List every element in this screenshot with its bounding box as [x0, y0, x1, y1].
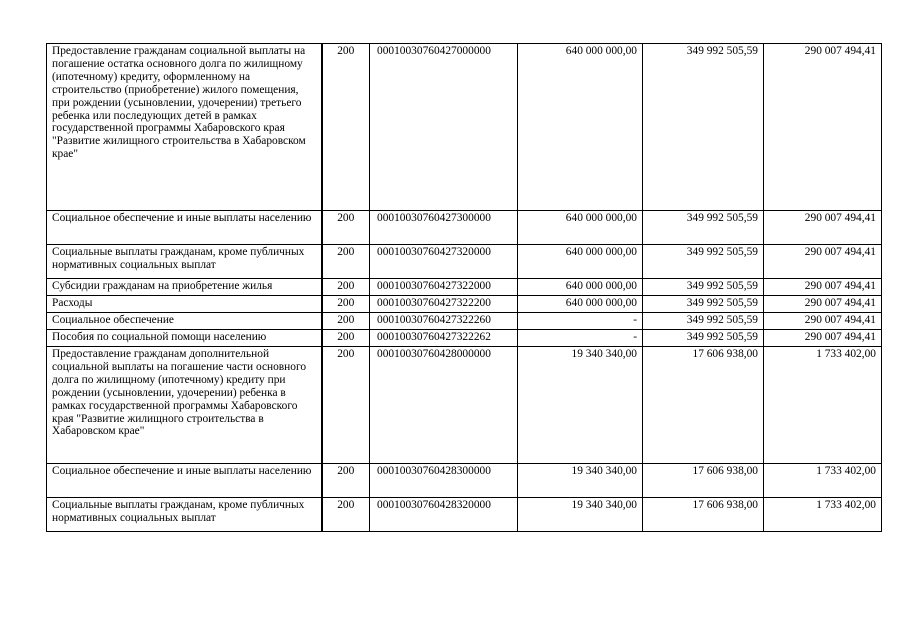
table-row	[47, 279, 882, 296]
row-approved: 640 000 000,00	[518, 211, 643, 245]
table-row	[47, 313, 882, 330]
row-remaining: 290 007 494,41	[764, 296, 882, 313]
row-budget-code: 00010030760427300000	[370, 211, 518, 245]
row-line-code: 200	[322, 347, 370, 464]
row-budget-code: 00010030760427322200	[370, 296, 518, 313]
row-executed: 349 992 505,59	[643, 245, 764, 279]
row-approved: 640 000 000,00	[518, 279, 643, 296]
row-executed: 17 606 938,00	[643, 347, 764, 464]
row-budget-code: 00010030760428300000	[370, 464, 518, 498]
table-row	[47, 347, 882, 464]
row-budget-code: 00010030760427322262	[370, 330, 518, 347]
row-executed: 349 992 505,59	[643, 296, 764, 313]
row-line-code: 200	[322, 211, 370, 245]
row-executed: 349 992 505,59	[643, 313, 764, 330]
row-remaining: 290 007 494,41	[764, 44, 882, 211]
row-remaining: 1 733 402,00	[764, 498, 882, 532]
row-remaining: 290 007 494,41	[764, 211, 882, 245]
row-line-code: 200	[322, 313, 370, 330]
row-remaining: 290 007 494,41	[764, 279, 882, 296]
row-executed: 17 606 938,00	[643, 498, 764, 532]
row-name: Социальное обеспечение и иные выплаты населению	[47, 464, 322, 498]
row-name: Пособия по социальной помощи населению	[47, 330, 322, 347]
row-name: Предоставление гражданам социальной выплаты на погашение остатка основного долга по жилищному (ипотечному) кредиту, оформленному на строительство (приобретение) жилого помещения, при рождении (усыновлении, удочерении) третьего ребенка или последующих детей в рамках государственной программы Хабаровского края "Развитие жилищного строительства в Хабаровском крае"	[47, 44, 322, 211]
row-approved: -	[518, 313, 643, 330]
table-row	[47, 44, 882, 211]
row-approved: 640 000 000,00	[518, 296, 643, 313]
row-name: Расходы	[47, 296, 322, 313]
table-row	[47, 296, 882, 313]
row-line-code: 200	[322, 296, 370, 313]
row-budget-code: 00010030760428320000	[370, 498, 518, 532]
table-row	[47, 245, 882, 279]
row-budget-code: 00010030760428000000	[370, 347, 518, 464]
row-name: Социальное обеспечение	[47, 313, 322, 330]
row-line-code: 200	[322, 44, 370, 211]
row-approved: 640 000 000,00	[518, 44, 643, 211]
row-name: Субсидии гражданам на приобретение жилья	[47, 279, 322, 296]
row-remaining: 290 007 494,41	[764, 330, 882, 347]
row-remaining: 1 733 402,00	[764, 464, 882, 498]
row-line-code: 200	[322, 245, 370, 279]
row-budget-code: 00010030760427322260	[370, 313, 518, 330]
row-budget-code: 00010030760427320000	[370, 245, 518, 279]
row-executed: 349 992 505,59	[643, 279, 764, 296]
row-name: Предоставление гражданам дополнительной социальной выплаты на погашение части основного долга по жилищному (ипотечному) кредиту при рождении (усыновлении, удочерении) ребенка в рамках государственной программы Хабаровского края "Развитие жилищного строительства в Хабаровском крае"	[47, 347, 322, 464]
row-approved: 19 340 340,00	[518, 498, 643, 532]
row-executed: 349 992 505,59	[643, 330, 764, 347]
row-name: Социальные выплаты гражданам, кроме публичных нормативных социальных выплат	[47, 498, 322, 532]
table-row	[47, 330, 882, 347]
budget-execution-table	[46, 43, 882, 532]
row-approved: 19 340 340,00	[518, 464, 643, 498]
table-row	[47, 211, 882, 245]
row-remaining: 1 733 402,00	[764, 347, 882, 464]
row-line-code: 200	[322, 498, 370, 532]
table-row	[47, 498, 882, 532]
row-remaining: 290 007 494,41	[764, 245, 882, 279]
row-line-code: 200	[322, 464, 370, 498]
row-budget-code: 00010030760427322000	[370, 279, 518, 296]
row-remaining: 290 007 494,41	[764, 313, 882, 330]
row-budget-code: 00010030760427000000	[370, 44, 518, 211]
row-approved: 640 000 000,00	[518, 245, 643, 279]
row-name: Социальное обеспечение и иные выплаты населению	[47, 211, 322, 245]
row-line-code: 200	[322, 330, 370, 347]
table-row	[47, 464, 882, 498]
row-executed: 17 606 938,00	[643, 464, 764, 498]
row-executed: 349 992 505,59	[643, 44, 764, 211]
row-executed: 349 992 505,59	[643, 211, 764, 245]
row-line-code: 200	[322, 279, 370, 296]
row-approved: -	[518, 330, 643, 347]
row-approved: 19 340 340,00	[518, 347, 643, 464]
row-name: Социальные выплаты гражданам, кроме публичных нормативных социальных выплат	[47, 245, 322, 279]
